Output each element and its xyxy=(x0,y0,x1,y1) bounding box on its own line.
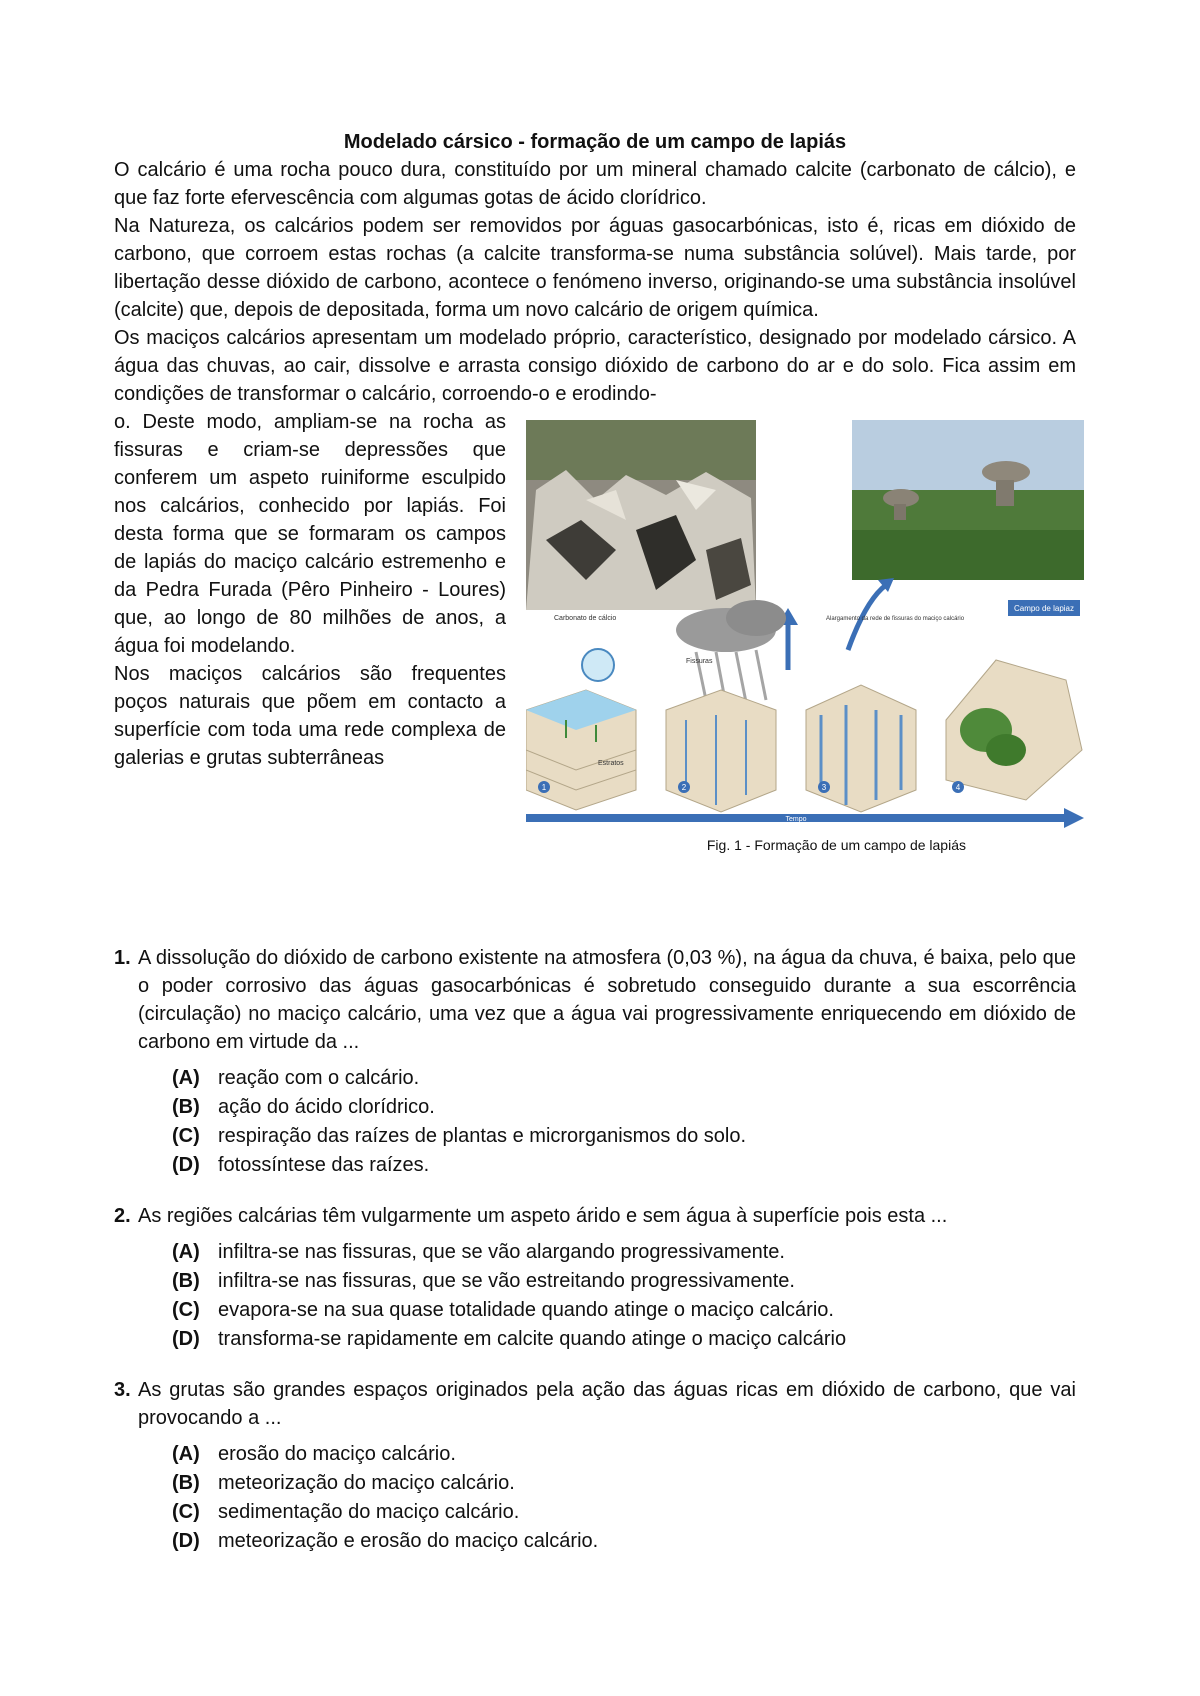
rain-cloud-icon xyxy=(676,600,786,705)
option-text: evapora-se na sua quase totalidade quando atinge o maciço calcário. xyxy=(218,1299,834,1321)
paragraph-4: Nos maciços calcários são frequentes poços naturais que põem em contacto a superfície com toda uma rede complexa de galerias e grutas subterrâneas xyxy=(114,663,506,769)
alargamento-label: Alargamento da rede de fissuras do maciço calcário xyxy=(826,616,965,622)
option-a xyxy=(172,1440,1076,1469)
option-text: respiração das raízes de plantas e microrganismos do solo. xyxy=(218,1125,747,1147)
stage-number-1: 1 xyxy=(541,783,547,792)
option-letter: (B) xyxy=(172,1270,200,1292)
text-figure-section xyxy=(114,408,1076,853)
option-d xyxy=(172,1527,1076,1556)
question-stem: A dissolução do dióxido de carbono existente na atmosfera (0,03 %), na água da chuva, é baixa, pelo que o poder corrosivo das águas gasocarbónicas é sobretudo conseguido durante a sua escorrência (circulação) no maciço calcário, uma vez que a água vai progressivamente enriquecendo em dióxido de carbono em virtude da ... xyxy=(138,947,1076,1053)
fissuras-label: Fissuras xyxy=(686,658,713,665)
question-number: 3. xyxy=(114,1379,131,1401)
option-letter: (C) xyxy=(172,1501,200,1523)
option-letter: (C) xyxy=(172,1125,200,1147)
question-stem: As grutas são grandes espaços originados pela ação das águas ricas em dióxido de carbono, que vai provocando a ... xyxy=(138,1379,1076,1429)
option-letter: (D) xyxy=(172,1530,200,1552)
option-text: meteorização do maciço calcário. xyxy=(218,1472,515,1494)
paragraph-3-continuation: o. Deste modo, ampliam-se na rocha as fissuras e criam-se depressões que conferem um aspeto ruiniforme esculpido nos calcários, conhecido por lapiás. Foi desta forma que se formaram os campos de lapiás do maciço calcário estremenho e da Pedra Furada (Pêro Pinheiro - Loures) que, ao longo de 80 milhões de anos, a água foi modelando. xyxy=(114,411,506,657)
option-letter: (B) xyxy=(172,1472,200,1494)
block-stage-2 xyxy=(666,690,776,812)
campo-label: Campo de lapiaz xyxy=(1013,604,1075,613)
intro-paragraph-3: Os maciços calcários apresentam um modelado próprio, característico, designado por modelado cársico. A água das chuvas, ao cair, dissolve e arrasta consigo dióxido de carbono do ar e do solo. Fica assim em condições de transformar o calcário, corroendo-o e erodindo- xyxy=(114,327,1076,405)
option-b xyxy=(172,1469,1076,1498)
option-a xyxy=(172,1238,1076,1267)
vegetation-rock-photo xyxy=(852,420,1084,580)
option-b xyxy=(172,1093,1076,1122)
estratos-label: Estratos xyxy=(598,760,624,767)
intro-paragraph-1: O calcário é uma rocha pouco dura, constituído por um mineral chamado calcite (carbonato de cálcio), e que faz forte efervescência com algumas gotas de ácido clorídrico. xyxy=(114,159,1076,209)
time-label: Tempo xyxy=(785,816,807,823)
stage-number-2: 2 xyxy=(681,783,687,792)
option-letter: (A) xyxy=(172,1067,200,1089)
intro-paragraph-2: Na Natureza, os calcários podem ser removidos por águas gasocarbónicas, isto é, ricas em dióxido de carbono, que corroem estas rochas (a calcite transforma-se numa substância solúvel). Mais tarde, por libertação desse dióxido de carbono, acontece o fenómeno inverso, originando-se uma substância insolúvel (calcite) que, depois de depositada, forma um novo calcário de origem química. xyxy=(114,215,1076,321)
wrapped-text xyxy=(114,408,506,772)
option-letter: (B) xyxy=(172,1096,200,1118)
question-1 xyxy=(114,944,1076,1180)
option-c xyxy=(172,1122,1076,1151)
question-number: 1. xyxy=(114,947,131,969)
option-letter: (C) xyxy=(172,1299,200,1321)
option-text: fotossíntese das raízes. xyxy=(218,1154,430,1176)
karst-formation-figure xyxy=(526,420,1084,828)
question-2 xyxy=(114,1202,1076,1354)
option-text: sedimentação do maciço calcário. xyxy=(218,1501,520,1523)
questions-list xyxy=(114,944,1076,1578)
question-stem: As regiões calcárias têm vulgarmente um aspeto árido e sem água à superfície pois esta ... xyxy=(138,1205,948,1227)
stage-number-3: 3 xyxy=(821,783,827,792)
option-text: reação com o calcário. xyxy=(218,1067,420,1089)
lapiaz-rock-photo xyxy=(526,420,756,610)
page-title: Modelado cársico - formação de um campo de lapiás xyxy=(343,131,847,153)
option-letter: (D) xyxy=(172,1154,200,1176)
option-c xyxy=(172,1296,1076,1325)
option-a xyxy=(172,1064,1076,1093)
option-text: ação do ácido clorídrico. xyxy=(218,1096,435,1118)
document-page xyxy=(114,128,1076,853)
figure-caption: Fig. 1 - Formação de um campo de lapiás xyxy=(706,837,966,853)
option-letter: (A) xyxy=(172,1241,200,1263)
option-text: erosão do maciço calcário. xyxy=(218,1443,456,1465)
option-letter: (A) xyxy=(172,1443,200,1465)
option-text: infiltra-se nas fissuras, que se vão estreitando progressivamente. xyxy=(218,1270,795,1292)
carbonato-label: Carbonato de cálcio xyxy=(554,615,617,622)
question-3 xyxy=(114,1376,1076,1556)
time-arrow xyxy=(526,808,1084,828)
option-text: infiltra-se nas fissuras, que se vão alargando progressivamente. xyxy=(218,1241,785,1263)
option-b xyxy=(172,1267,1076,1296)
stage-number-4: 4 xyxy=(955,783,961,792)
block-stage-3 xyxy=(806,685,916,812)
option-letter: (D) xyxy=(172,1328,200,1350)
option-d xyxy=(172,1325,1076,1354)
block-stage-4 xyxy=(946,660,1082,800)
option-text: transforma-se rapidamente em calcite quando atinge o maciço calcário xyxy=(218,1328,847,1350)
option-c xyxy=(172,1498,1076,1527)
option-d xyxy=(172,1151,1076,1180)
option-text: meteorização e erosão do maciço calcário. xyxy=(218,1530,599,1552)
question-number: 2. xyxy=(114,1205,131,1227)
